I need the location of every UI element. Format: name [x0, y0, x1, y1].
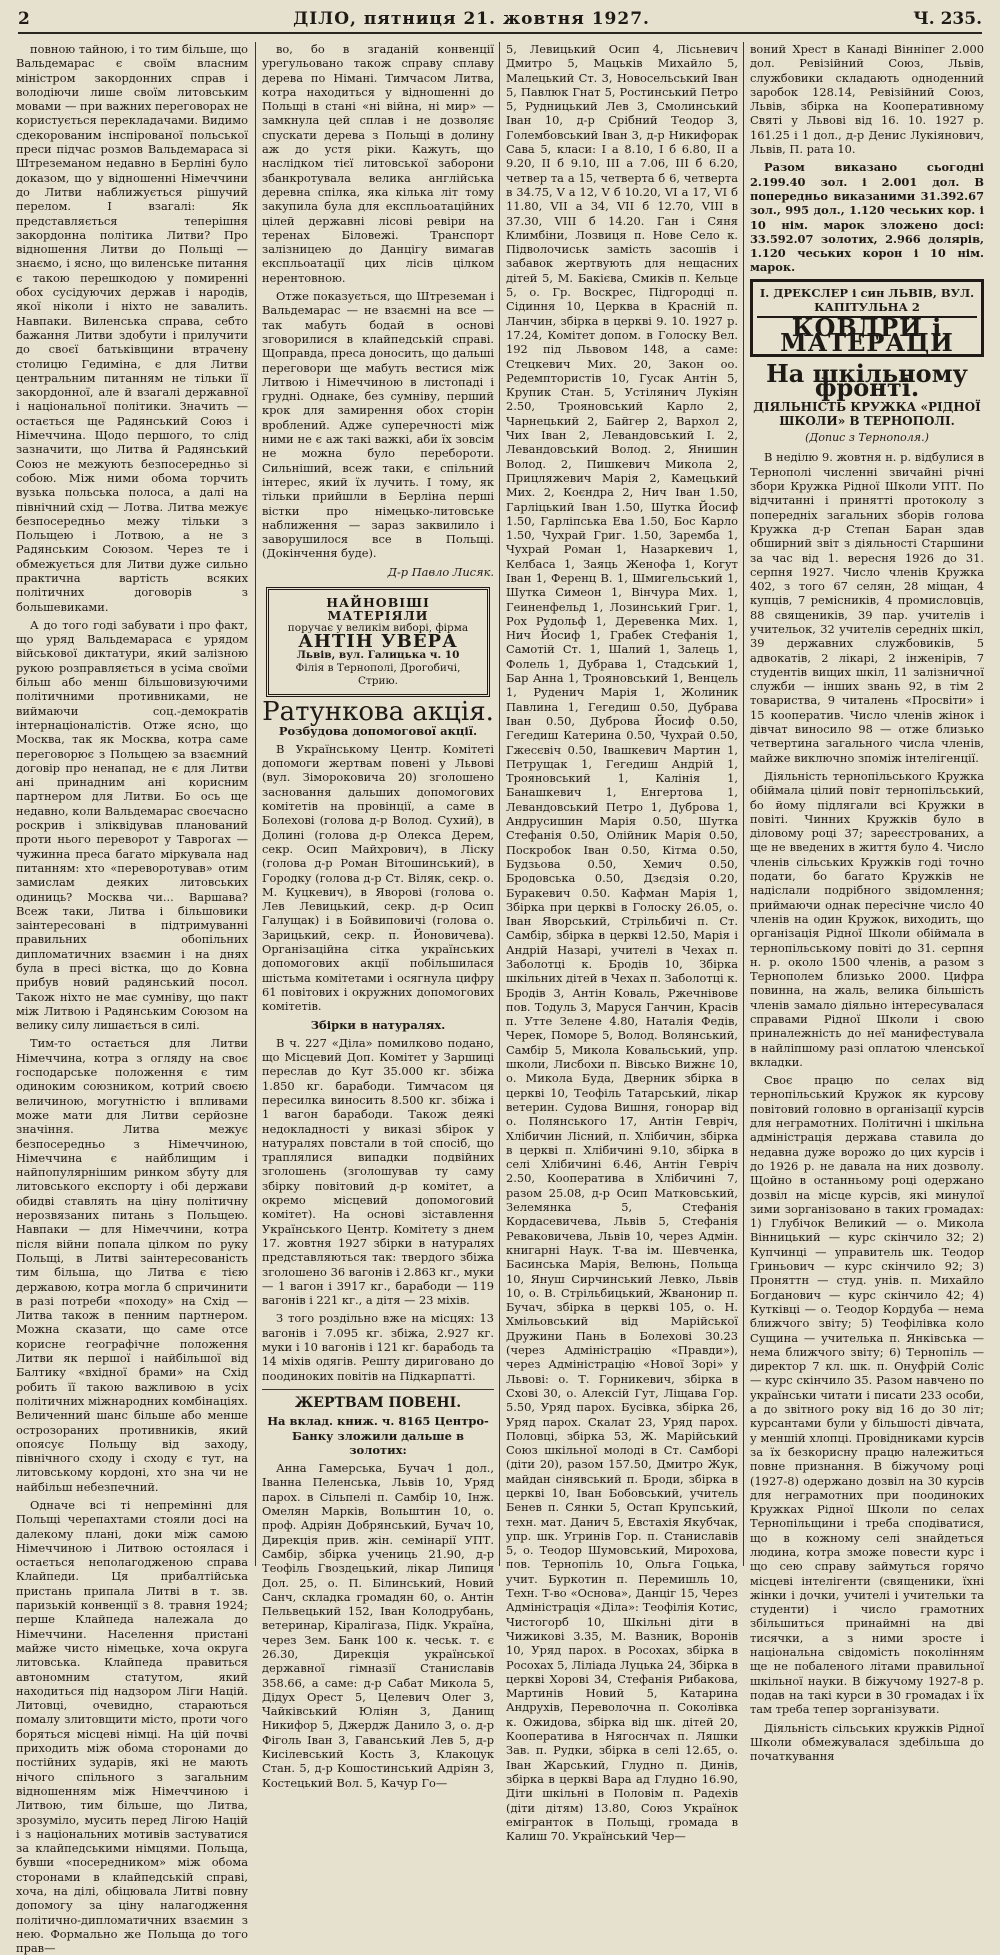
article-paragraph: Тим-то остається для Литви Німеччина, котра з огляду на своє господарське положення є тим одиноким союзником, котрий своєю величиною, могутністю і впливами може мати для Литви серйозне значіння. Литва межує безпосередньо з Німеччиною, Німеччина є найблищим і найпопулярнішим ринком збуту для литовського експорту і обі держави обидві ставлять на ціну політичну нерозвязаних питань з Польщею. Навпаки — для Німеччини, котра після війни попала цілком по руку Польщі, в Литві заінтересованість тим більша, що Литва є тією державою, котра могла б спричинити в разі потреби «походу» на Схід — Литва також в пенним партнером. Можна сказати, що саме отсе корисне географічне положення Литви як першої і найбільшої від Балтику «вхідної брами» на Схід робить її такою важливою в усіх політичних міжнародних комбінаціях. Величенний шанс більше або менше острозораних противників, який опоясує Польщу від заходу, північного сходу і сходу є тут, на литовському кордоні, хто зна чи не найбільш небезпечний. [16, 1036, 248, 1494]
article-paragraph: Отже показується, що Штреземан і Вальдемарас — не взаємні на все — так мабуть бодай в основі зговорилися в клайпедській справі. Щоправда, преса доносить, що дальші переговори ще мабуть вестися між Литвою і Німеччиною в листопаді і грудні. Однаке, без сумніву, перший крок для замирення обох сторін вроблений. Адже суперечності між ними не є аж такі важкі, аби їх зовсім не можна було перебороти. Сильніший, всеж таки, є спільний інтерес, який їх лучить. І тому, як тільки прийшли в Берліна перші вістки про німецько-литовське наближення — зараз заквилило і заворушилося все в Польщі. (Докінчення буде). [262, 289, 494, 561]
section-heading: Ратункова акція. [262, 697, 494, 728]
total-summary: Разом виказано сьогодні 2.199.40 зол. і 2.001 дол. В попередньо виказаними 31.392.67 зол., 995 дол., 1.120 чеських кор. і 10 нім. марок зложено досі: 33.592.07 золотих, 2.966 долярів, 1.120 чеських корон і 10 нім. марок. [750, 160, 984, 275]
issue-number: Ч. 235. [913, 9, 982, 29]
ad-branches: Філія в Тернополі, Дрогобичі, Стрию. [295, 662, 461, 688]
column-2 [262, 42, 494, 1790]
section-heading: На шкільному фронті. [766, 358, 968, 403]
article-paragraph: З того роздільно вже на місцях: 13 вагонів і 7.095 кг. збіжа, 2.927 кг. муки і 10 вагонів і 121 кг. барабодь та 14 міхів одягів. Решту дириговано до поодиноких повітів на Підкарпатті. [262, 1311, 494, 1383]
donor-list: воний Хрест в Канаді Вінніпег 2.000 дол. Ревізійний Союз, Львів, службовики складають одноденний заробок 128.14, Ревізійний Союз, Львів, збірка на Кооперативному Святі у Львові від 16. 10. 1927 р. 161.25 і 1 дол., д-р Денис Лукіянович, Львів, П. рата 10. [750, 42, 984, 157]
column-divider [255, 42, 256, 1566]
article-paragraph: Своє працю по селах від тернопільський Кружок як курсову повітовий головно в організації курсів для неграмотних. Політичні і шкільна адміністрація держава ставила до недавна дуже ворожо до цих курсів і до 1926 р. не давала на них дозволу. Щойно в останньому році одержано дозвіл на місце курсів, які минулої зими зорганізовано в таких громадах: 1) Глубічок Великий — о. Микола Вінницький — курс скінчило 32; 2) Купчинці — управитель шк. Теодор Гриньович — курс скінчило 92; 3) Проняттн — студ. унів. п. Михайло Богданович — курс скінчило 42; 4) Кутківці — о. Теодор Кордуба — нема ближчого звіту; 5) Теофілівка коло Сущина — учителька п. Янківська — нема ближчого звіту; 6) Тернопіль — директор 7 кл. шк. п. Онуфрій Соліс — курс скінчило 35. Разом навчено по українськи читати і писати 233 особи, а до звітного року від 16 до 30 літ; курсантами були у більшості дівчата, у меншій хлопці. Провідниками курсів за їх безкорисну працю належиться повне признання. В біжучому році (1927-8) одержано дозвіл на 30 курсів для неграмотних при поодиноких Кружках Рідної Школи по селах Тернопільщини і треба сподіватися, що в кожному селі знайдеться людина, котра зможе повести курс і що сею справу займуться горячо місцеві інтелігенти (священики, їхні жінки і дочки, учителі і учительки та студенти) і число грамотних збільшиться принаймні на дві тисячки, а з ними зросте і національна свідомість поколінням ще не побаленого літами правильної шкільної науки. В біжучому 1927-8 р. подав на такі курси в 30 громадах і їх там треба тепер зорганізувати. [750, 1073, 984, 1717]
subheading: ДІЯЛЬНІСТЬ КРУЖКА «РІДНОЇ ШКОЛИ» В ТЕРНОПОЛІ. [753, 399, 981, 428]
article-paragraph: Діяльність сільських кружків Рідної Школи обмежувалася здебільша до початкування [750, 1720, 984, 1764]
article-paragraph: во, бо в згаданій конвенції урегульовано також справу сплаву дерева по Німані. Тимчасом Литва, котра находиться у відношенні до Польщі в стані «ні війна, ні мир» — замкнула цей сплав і не дозволяє спускати дерева з Польщі в долину аж до устя ріки. Кажуть, що наслідком тієї литовської заборони збанкротувала велика англійська деревна спілка, яка кілька літ тому закупила була для експльоатаційних цілей державні лісові ревіри на теренах Біловежі. Транспорт залізницею до Данцігу вимагав експльоатації цих лісів цілком нерентовною. [262, 42, 494, 285]
article-paragraph: В ч. 227 «Діла» помилково подано, що Місцевий Доп. Комітет у Заршиці переслав до Кут 35.000 кг. збіжа 1.850 кг. барабоди. Тимчасом ця пересилка виносить 8.500 кг. збіжа і 1 вагон барабоди. Також деякі недокладності у виказі збірок у натуралях повстали в той спосіб, що траплялися випадки подвійних зголошень (зголошував ту саму збірку повітовий д-р комітет, а окремо місцевий допомоговий комітет). На основі зіставлення Українського Центр. Комітету з днем 17. жовтня 1927 збірки в натуралях представляються так: твердого збіжа зголошено 36 вагонів і 2.863 кг., муки — 1 вагон і 3917 кг., барабоди — 119 вагонів і 221 кг., а дітя — 23 міхів. [262, 1035, 494, 1308]
author-signature: Д-р Павло Лисяк. [387, 564, 494, 579]
donor-list: 5, Левицький Осип 4, Лісьневич Дмитро 5, Мацьків Михайло 5, Малецький Ст. 3, Новосельський Іван 5, Павлюк Гнат 5, Ростинський Петро 5, Рудницький Лев 3, Смолинський Іван 10, д-р Срібний Теодор 3, Голембовський Іван 3, д-р Никифорак Сава 5, класи: І а 8.10, І б 6.80, ІІ а 9.20, ІІ б 9.10, ІІІ а 7.06, ІІІ б 6.20, четвер та а 15, четверта б 6, четверта в 34.75, V а 12, V б 10.20, VI а 17, VI б 11.80, VII а 34, VII б 12.70, VIII в 37.30, VIII б 14.20. Ган і Сяня Климбіни, Лозвиця п. Нове Село к. Підволочиськ замість засошів і забавок жертвують для нещасних дітей 5, М. Бакієва, Смиків п. Кельце 5, о. Гр. Воскрес, Підгородці п. Сідиння 10, Церква в Красній п. Ланчин, збірка в церкві 9. 10. 1927 р. 17.24, Комітет допом. в Голоску Вел. 192 під Львовом 148, а саме: Стецкевич Мих. 20, Закон оо. Редемптористів 10, Гусак Антін 5, Крупик Стан. 5, Устілянич Лукіян 2.50, Трояновський Карло 2, Чарнецький 2, Байгер 2, Вархол 2, Чих Іван 2, Левандовський І. 2, Левандовський Волод. 2, Янишин Волод. 2, Пишкевич Микола 2, Прицляжевич Марія 2, Камецький Мих. 2, Коєндра 2, Нич Іван 1.50, Гарліцький Іван 1.50, Шутка Йосиф 1.50, Гарліпська Ева 1.50, Бос Карло 1.50, Чухрай Григ. 1.50, Заремба 1, Чухрай Роман 1, Назаркевич 1, Келбаса 1, Заяць Женофа 1, Когут Іван 1, Ференц В. 1, Шмигельський 1, Шутка Симеон 1, Вінчура Мих. 1, Геиненфельд 1, Лозинський Григ. 1, Рох Рудольф 1, Деревенка Мих. 1, Нич Йосиф 1, Грабек Стефанія 1, Самотій Ст. 1, Шалий 1, Залець 1, Фолель 1, Дубрава 1, Стадський 1, Бар Анна 1, Трояновський 1, Венцель 1, Руденич Марія 1, Жолиник Павлина 1, Гегедиш 0.50, Дубрава Іван 0.50, Дуброва Йосиф 0.50, Гегедиш Катерина 0.50, Чухрай 0.50, Гжесєвіч 0.50, Івашкевич Мартин 1, Петрущак 1, Гегедиш Андрій 1, Трояновський 1, Калінія 1, Банашкевич 1, Енгертова 1, Левандовський Петро 1, Дуброва 1, Андрусишин Марія 0.50, Шутка Стефанія 0.50, Олійник Марія 0.50, Поскробок Іван 0.50, Кітма 0.50, Будзьова 0.50, Хемич 0.50, Бродовська 0.50, Дзєдзія 0.20, Буракевич 0.50. Кафман Марія 1, Збірка при церкві в Голоску 26.05, о. Іван Яворський, Стрільбичі п. Ст. Самбір, збірка в церкві 12.50, Марія і Андрій Назарі, учителі в Чехах п. Заболотці к. Бродів 10, Збірка шкільних дітей в Чехах п. Заболотці к. Бродів 3, Антін Коваль, Ржечнівове пов. Тодуль 3, Маруся Ганчин, Красів п. Утте Зелене 4.80, Наталія Федів, Черек, Помоpe 5, Волод. Волянський, Самбір 5, Микола Ковальський, упр. школи, Лисбохи п. Вівсько Вижнє 10, о. Микола Буда, Дверник збірка в церкві 10, Теофіль Татарський, лікар ветерин. Судова Вишня, гонорар від о. Полянського 17, Антін Гевріч, Хлібичин Лісний, п. Хлібичин, збірка в церкві п. Хлібичині 9.10, збірка в селі Хлібичині 6.46, Антін Гевріч 2.50, Кооператива в Хлібичині 7, разом 25.08, д-р Осип Матковський, Зелемянка 5, Стефанія Кордасевичева, Львів 5, Стефанія Реваковичева, Львів 10, через Адмін. книгарні Наук. Т-ва ім. Шевченка, Басинська Марія, Велюнь, Польща 10, Януш Сирчинський Левко, Львів 10, о. В. Стрільбицький, Жванонир п. Бучач, збірка в церкві 105, о. Н. Хмільовський від Марійської Дружини Пань в Болехові 30.23 (через Адміністрацію «Правди»), через Адміністрацію «Нової Зорі» у Львові: о. Т. Горникевич, збірка в Схові 30, о. Алексій Гут, Ліщава Гор. 5.50, Уряд парох. Бусівка, збірка 26, Уряд парох. Скалат 23, Уряд парох. Половці, збірка 53, Ж. Марійський Союз шкільної молоді в Ст. Самборі (діти 20), разом 157.50, Дмитро Жук, майдан сінявський п. Броди, збірка в церкві 10, Іван Бобовський, учитель Бенев п. Сянки 5, Остап Крупський, техн. мат. Данич 5, Евстахія Якубчак, упр. шк. Угринів Гор. п. Станиславів 5, о. Теодор Шумовський, Мирохова, пов. Тернопіль 10, Ольга Гоцька, учит. Буркотин п. Перемишль 10, Техн. Т-во «Основа», Данціг 15, Через Адміністрація «Діла»: Теофілія Котис, Чистогорб 10, Шкільні діти в Чижикові 3.35, М. Вазник, Воронів 10, Уряд парох. в Росохах, збірка в Росохах 5, Ліліада Луцька 24, Збірка в церкві Хорові 34, Стефанія Рибакова, Мартинів Новий 5, Катарина Андрухів, Переволочна п. Соколівка к. Ожидова, збірка від шк. дітей 20, Кооператива в Нягоснчах п. Ляшки Зав. п. Рудки, збірка в селі 12.65, о. Іван Жарський, Глудно п. Динів, збірка в церкві Вара ад Глудно 16.90, Діти шкільні в Половім п. Радехів (діти дітям) 13.80, Союз Українок емігранток в Польщі, громада в Калиш 70. Український Чер— [506, 42, 738, 1844]
ad-address: Львів, вул. Галицька ч. 10 [296, 649, 460, 662]
column-1 [16, 42, 248, 1955]
subheading: На вклад. книж. ч. 8165 Центро-Банку зложили дальше в золотих: [267, 1414, 489, 1457]
divider [262, 1389, 494, 1390]
article-paragraph: В Українському Центр. Комітеті допомоги жертвам повені у Львові (вул. Зімороковича 20) зголошено засновання дальших допомогових комітетів на провінції, а саме в Болехові (голова д-р Волод. Сухий), в Долині (голова д-р Олекса Дерем, секр. Осип Майхрович), в Ліску (голова д-р Роман Вітошинський), в Городку (голова д-р Ст. Віляк, секр. о. М. Куцкевич), в Яворові (голова о. Лев Левицький, секр. д-р Осип Галущак) і в Бойвиповичі (голова о. Зарицький, секр. п. Йоновичева). Організаційна сітка українських допомогових акції побільшилася шістьма комітетами і осягнула цифру 61 повітових і окружних допомогових комітетів. [262, 741, 494, 1014]
column-4 [750, 42, 984, 1764]
ad-firm-name: АНТІН УВЕРА [298, 630, 458, 652]
masthead [18, 6, 982, 34]
column-divider [743, 42, 744, 1566]
article-paragraph: В неділю 9. жовтня н. р. відбулися в Тернополі численні звичайні річні збори Кружка Рідної Школи УПТ. По відчитанні і принятті протоколу з попередніх загальних зборів голова Кружка д-р Степан Баран здав обширний звіт з діяльності Старшини за час від 1. вересня 1926 до 31. серпня 1927. Число членів Кружка 402, з того 67 селян, 28 міщан, 4 купців, 7 ремісників, 4 промисловців, 88 священиків, 39 пар. учителів і учительок, 32 учителів середніх шкіл, 39 державних службовиків, 5 адвокатів, 2 лікарі, 2 інженірів, 7 студентів вищих шкіл, 11 залізничної служби — інших звань 92, в тім 2 товариства, 9 читалень «Просвіти» і 15 кооператив. Число членів жінок і дівчат виносило 98 — отже близько четвертина загального числа членів, майже виключно зпоміж інтелігенції. [750, 450, 984, 765]
column-3 [506, 42, 738, 1844]
newspaper-title-date: ДІЛО, пятниця 21. жовтня 1927. [293, 9, 650, 29]
advertisement-uvera [266, 587, 490, 697]
ad-product: КОВДРИ і МАТЕРАЦИ [780, 313, 954, 357]
article-paragraph: А до того годі забувати і про факт, що уряд Вальдемараса є урядом військової диктатури, який залізною рукою розправляється в усіма своїми більш або менш більшовизуючими політичними противниками, не виймаючи соц.-демократів інтернаціоналістів. Отже ясно, що Москва, так як Москва, котра саме переговорює з Польщею за взаємний договір про ненапад, не є для Литви ані принадним ані корисним партнером для Литви. Бо ось ще недавно, коли Вальдемарас своєчасно роскрив і зліквідував планований проти нього переворот у Таврогах — чужинна преса багато міркувала над питанням: хто «переворотував» отим замислам деяких литовських одиниць? Москва чи... Варшава? Всеж таки, Литва і більшовики заінтересовані в підтримуванні правильних обопільних дипломатичних взаємин і на днях була в пресі вістка, що до Ковна прибув новий радянський посол. Також ніхто не має сумніву, що пакт між Литвою і Радянським Союзом на велику силу лишається в силі. [16, 617, 248, 1033]
article-paragraph: Одначе всі ті непремінні для Польщі черепахтами стояли досі на далекому плані, доки між самою Німеччиною і Литвою остоялася і остається неполагодженою справа Клайпеди. Ця прибалтійська пристань припала Литві в т. зв. паризькій конвенції з 8. травня 1924; перше Клайпеда належала до Німеччини. Населення пристані майже чисто німецьке, хоча округа литовська. Клайпеда правиться автономним статутом, який находиться під надзором Ліги Націй. Литовці, очевидно, стараються помалу злитовщити місто, проти чого боряться місцеві німці. На цій почві приходить між обома сторонами до постійних зударів, які не мають нічого спільного з загальним відношенням між Німеччиною і Литвою, тим більше, що Литва, зрозуміло, мусить перед Лігою Націй і з національних мотивів застуватися за клайпедськими німцями. Польща, бувши «посередником» між обома сторонами в клайпедській справі, хоча, на ділі, обіцювала Литві повну допомогу за ціну налагодження політично-дипломатичних взаємин з нею. Формально же Польща до того прав— [16, 1497, 248, 1955]
ad-line: НАЙНОВІШІ МАТЕРІЯЛИ [326, 594, 430, 623]
subheading: Розбудова допомогової акції. [278, 723, 478, 738]
section-heading: ЖЕРТВАМ ПОВЕНІ. [294, 1394, 462, 1411]
byline: (Допис з Тернополя.) [805, 431, 929, 445]
subheading: Збірки в натуралях. [310, 1017, 446, 1032]
ad-line: поручає у великім виборі, фірма [287, 621, 469, 634]
article-paragraph: Діяльність тернопільського Кружка обіймала цілий повіт тернопільський, бо йому підлягали всі Кружки в повіті. Чинних Кружків було в діловому році 37; зареєстрованих, а ще не введених в життя було 4. Число членів сільських Кружків годі точно подати, бо багато Кружків не надіслали подрібного звідомлення; приймаючи однак пересічне число 40 членів на один Кружок, виходить, що організація Рідної Школи обіймала в тернопільському повіті до 31. серпня н. р. около 1500 членів, а разом з Тернополем близько 2000. Цифра повинна, на жаль, велика більшість членів замало діяльно інтересувалася справами Рідної Школи і свою приналежність до неї манифестувала в найліпшому разі оплатою членської вкладки. [750, 768, 984, 1069]
article-paragraph: повною тайною, і то тим більше, що Вальдемарас є своїм власним міністром закордонних справ і володіючи лише своїм литовським мовами — при важних переговорах не користується перекладачами. Видимо сдекорованим інспірованої польської преси підчас розмов Вальдемараса зі Штреземаном недавно в Берліні було доказом, що у відношенні Німеччини до Литви наближується рішучий перелом. І взагалі: Як представляється теперішня закордонна політика Литви? Про відношення Литви до Польщі — знаємо, і ясно, що виленське питання є такою перешкодою у помиренні обох сусідуючих держав і народів, якої ніколи і ніхто не завалить. Навпаки. Виленська справа, себто бажання Литви здобути і прилучити до своєї батьківщини втрачену столицю Гедиміна, є для Литви центральним питанням не тільки її закордонної, але й взагалі державної і національної політики. Значить — остається ще Радянський Союз і Німеччина. Щодо першого, то слід зазначити, що Литва й Радянський Союз не межують безпосередньо зі собою. Між ними обома торчить вузька польська полоса, а далі на північний схід — Лотва. Литва межує безпосередньо межу тільки з Польщею і Лотвою, а не з Радянським Союзом. Через те і обмежується для Литви дуже сильно практична вартість всяких політичних договорів з большевиками. [16, 42, 248, 614]
donor-list: Анна Гамерська, Бучач 1 дол., Іванна Пеленська, Львів 10, Уряд парох. в Сільпелі п. Самбір 10, Інж. Омелян Марків, Вольштин 10, о. проф. Адріян Добрянський, Бучач 10, Дирекція прив. жін. семінарії УПТ. Самбір, збірка учениць 21.90, д-р Теофіль Гвоздецький, лікар Липиця Дол. 25, о. П. Білинський, Новий Санч, складка громадян 60, о. Антін Пельвецький 152, Іван Колодрубань, ветеринар, Кіралігаза, Підк. Україна, через Зем. Банк 100 к. чеськ. т. є 26.30, Дирекція української державної гімназії Станиславів 358.66, а саме: д-р Сабат Микола 5, Дідух Орест 5, Целевич Олег 3, Чайківський Юліян 3, Данищ Никифор 5, Джердж Данило 3, о. д-р Фіголь Іван 3, Гаванський Лев 5, д-р Кисілевський Кость 3, Клакоцук Стан. 5, д-р Кошостинський Адріян 3, Костецький Вол. 5, Качур Го— [262, 1461, 494, 1790]
column-divider [499, 42, 500, 1566]
page-number: 2 [18, 9, 30, 29]
ad-firm-name: І. ДРЕКСЛЕР і син ЛЬВІВ, ВУЛ. КАПІТУЛЬНА 2 [757, 286, 977, 319]
advertisement-drexler [750, 279, 984, 357]
